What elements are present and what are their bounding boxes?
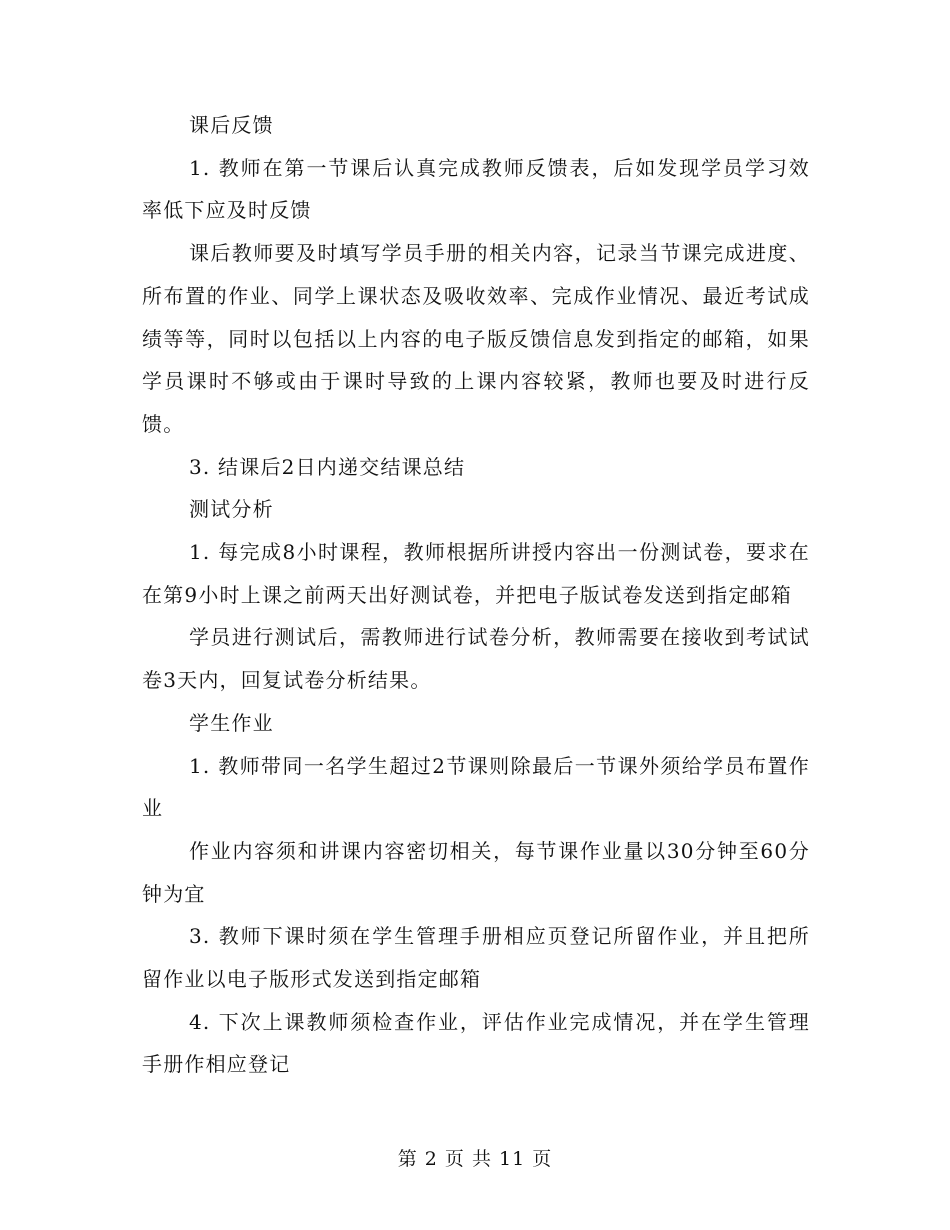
paragraph-homework-item-4: 4. 下次上课教师须检查作业，评估作业完成情况，并在学生管理手册作相应登记 xyxy=(142,1009,810,1077)
heading-after-class-feedback: 课后反馈 xyxy=(189,113,274,137)
document-body xyxy=(142,104,810,1086)
paragraph-homework-item-2: 作业内容须和讲课内容密切相关，每节课作业量以30分钟至60分钟为宜 xyxy=(142,838,810,906)
paragraph-homework-item-3: 3. 教师下课时须在学生管理手册相应页登记所留作业，并且把所留作业以电子版形式发送到指定邮箱 xyxy=(142,924,810,992)
page-number-footer: 第 2 页 共 11 页 xyxy=(397,1148,553,1170)
paragraph-feedback-item-2: 课后教师要及时填写学员手册的相关内容，记录当节课完成进度、所布置的作业、同学上课状态及吸收效率、完成作业情况、最近考试成绩等等，同时以包括以上内容的电子版反馈信息发到指定的邮箱，如果学员课时不够或由于课时导致的上课内容较紧，教师也要及时进行反馈。 xyxy=(142,241,810,436)
paragraph-test-item-1: 1. 每完成8小时课程，教师根据所讲授内容出一份测试卷，要求在在第9小时上课之前两天出好测试卷，并把电子版试卷发送到指定邮箱 xyxy=(142,540,810,607)
paragraph-feedback-item-1: 1. 教师在第一节课后认真完成教师反馈表，后如发现学员学习效率低下应及时反馈 xyxy=(142,155,810,223)
paragraph-test-item-2: 学员进行测试后，需教师进行试卷分析，教师需要在接收到考试试卷3天内，回复试卷分析结果。 xyxy=(142,625,810,693)
heading-test-analysis: 测试分析 xyxy=(189,497,274,522)
heading-student-homework: 学生作业 xyxy=(189,710,274,735)
paragraph-homework-item-1: 1. 教师带同一名学生超过2节课则除最后一节课外须给学员布置作业 xyxy=(142,753,810,821)
paragraph-feedback-item-3: 3. 结课后2日内递交结课总结 xyxy=(189,454,466,479)
